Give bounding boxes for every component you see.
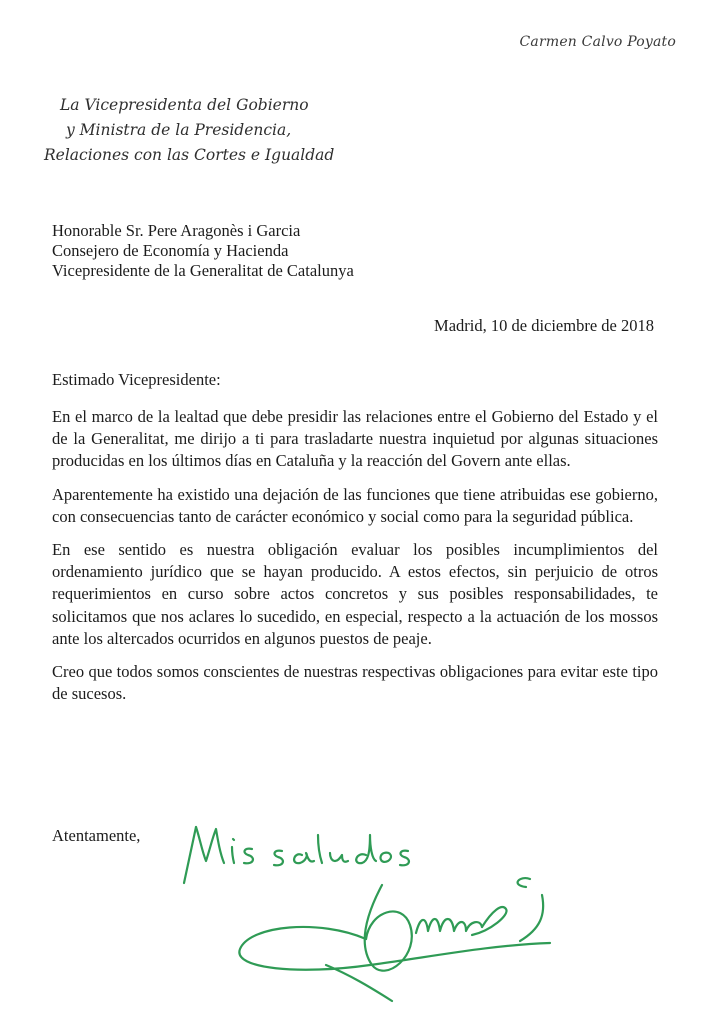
letter-date: Madrid, 10 de diciembre de 2018 (434, 316, 654, 335)
handwritten-note-mis-saludos (184, 827, 409, 883)
letterhead-office (44, 93, 344, 168)
body-paragraph: En el marco de la lealtad que debe presidir las relaciones entre el Gobierno del Estado y el de la Generalitat, me dirijo a ti para trasladarte nuestra inquietud por algunas situaciones producidas en los últimos días en Cataluña y la reacción del Govern ante ellas. (52, 407, 658, 471)
recipient-line: Vicepresidente de la Generalitat de Catalunya (52, 261, 354, 280)
salutation: Estimado Vicepresidente: (52, 370, 221, 389)
body-paragraph: Aparentemente ha existido una dejación de las funciones que tiene atribuidas ese gobierno, con consecuencias tanto de carácter económico y social como para la seguridad pública. (52, 484, 658, 526)
recipient-line: Consejero de Economía y Hacienda (52, 241, 289, 260)
letter-body (52, 406, 658, 716)
signature-flourish (239, 878, 550, 1001)
office-line: y Ministra de la Presidencia, (66, 121, 292, 139)
recipient-line: Honorable Sr. Pere Aragonès i Garcia (52, 221, 301, 240)
handwritten-signature (170, 815, 570, 1005)
recipient-block (52, 221, 354, 281)
office-line: Relaciones con las Cortes e Igualdad (44, 146, 335, 164)
office-line: La Vicepresidenta del Gobierno (60, 96, 309, 114)
closing: Atentamente, (52, 826, 141, 845)
body-paragraph: Creo que todos somos conscientes de nuestras respectivas obligaciones para evitar este tipo de sucesos. (52, 662, 658, 704)
sender-name: Carmen Calvo Poyato (519, 34, 676, 50)
body-paragraph: En ese sentido es nuestra obligación evaluar los posibles incumplimientos del ordenamiento jurídico que se hayan producido. A estos efectos, sin perjuicio de otros requerimientos en curso sobre actos concretos y sus posibles responsabilidades, te solicitamos que nos aclares lo sucedido, en especial, respecto a la actuación de los mossos ante los altercados ocurridos en algunos puestos de peaje. (52, 540, 658, 648)
